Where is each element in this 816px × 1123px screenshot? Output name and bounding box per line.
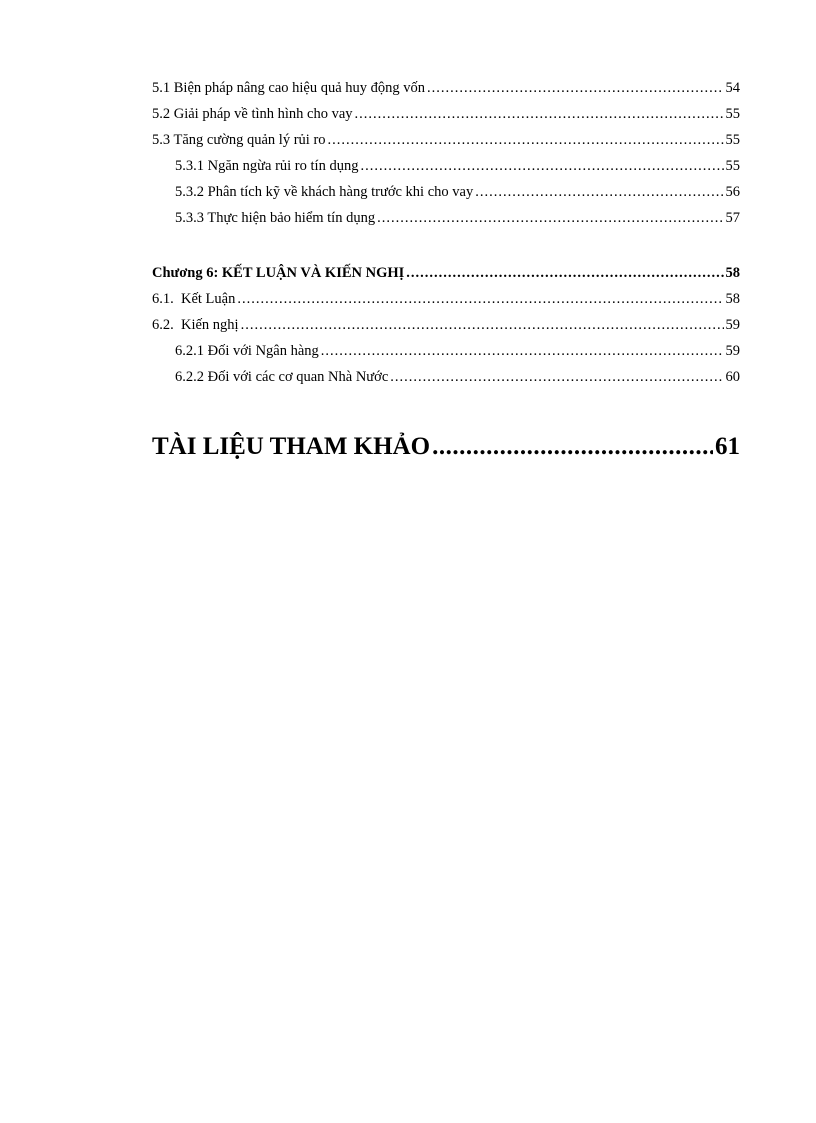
toc-entry-page-number: 54 (725, 80, 740, 96)
toc-entry-5-3-1[interactable] (152, 158, 740, 184)
toc-entry-6-2-2[interactable] (152, 369, 740, 395)
toc-entry-5-3[interactable] (152, 132, 740, 158)
toc-entry-label: 5.3.2 Phân tích kỹ về khách hàng trước khi cho vay (175, 184, 474, 200)
toc-entry-page-number: 59 (725, 343, 740, 359)
toc-entry-page-number: 57 (725, 210, 740, 226)
toc-entry-page-number: 55 (725, 106, 740, 122)
toc-entry-page-number: 58 (725, 265, 740, 281)
table-of-contents (152, 80, 740, 473)
toc-entry-label: 5.1 Biện pháp nâng cao hiệu quả huy động vốn (152, 80, 426, 96)
toc-entry-5-1[interactable] (152, 80, 740, 106)
toc-entry-label: 5.3.1 Ngăn ngừa rủi ro tín dụng (175, 158, 359, 174)
dot-leader (432, 433, 713, 461)
toc-entry-chapter-6[interactable] (152, 265, 740, 291)
dot-leader (241, 317, 724, 334)
toc-entry-label: 6.2. Kiến nghị (152, 317, 239, 333)
toc-entry-label: TÀI LIỆU THAM KHẢO (152, 433, 431, 460)
dot-leader (390, 369, 723, 386)
dot-leader (427, 80, 723, 97)
dot-leader (355, 106, 724, 123)
toc-entry-5-3-3[interactable] (152, 210, 740, 236)
dot-leader (475, 184, 723, 201)
dot-leader (237, 291, 723, 308)
toc-entry-label: Chương 6: KẾT LUẬN VÀ KIẾN NGHỊ (152, 265, 405, 281)
dot-leader (406, 265, 723, 282)
toc-entry-page-number: 58 (725, 291, 740, 307)
toc-entry-6-2[interactable] (152, 317, 740, 343)
dot-leader (321, 343, 724, 360)
toc-entry-page-number: 56 (725, 184, 740, 200)
toc-entry-label: 6.2.2 Đối với các cơ quan Nhà Nước (175, 369, 389, 385)
toc-entry-label: 6.2.1 Đối với Ngân hàng (175, 343, 319, 359)
toc-entry-label: 5.3 Tăng cường quản lý rủi ro (152, 132, 326, 148)
toc-entry-page-number: 59 (725, 317, 740, 333)
toc-entry-label: 5.2 Giải pháp về tình hình cho vay (152, 106, 353, 122)
dot-leader (328, 132, 724, 149)
toc-entry-label: 6.1. Kết Luận (152, 291, 236, 307)
toc-entry-6-2-1[interactable] (152, 343, 740, 369)
toc-entry-label: 5.3.3 Thực hiện bảo hiểm tín dụng (175, 210, 376, 226)
toc-entry-page-number: 60 (725, 369, 740, 385)
dot-leader (360, 158, 723, 175)
toc-entry-5-3-2[interactable] (152, 184, 740, 210)
dot-leader (377, 210, 723, 227)
toc-entry-page-number: 55 (725, 158, 740, 174)
toc-entry-page-number: 55 (725, 132, 740, 148)
toc-entry-references[interactable] (152, 433, 740, 473)
toc-entry-page-number: 61 (715, 433, 740, 460)
toc-entry-5-2[interactable] (152, 106, 740, 132)
toc-entry-6-1[interactable] (152, 291, 740, 317)
